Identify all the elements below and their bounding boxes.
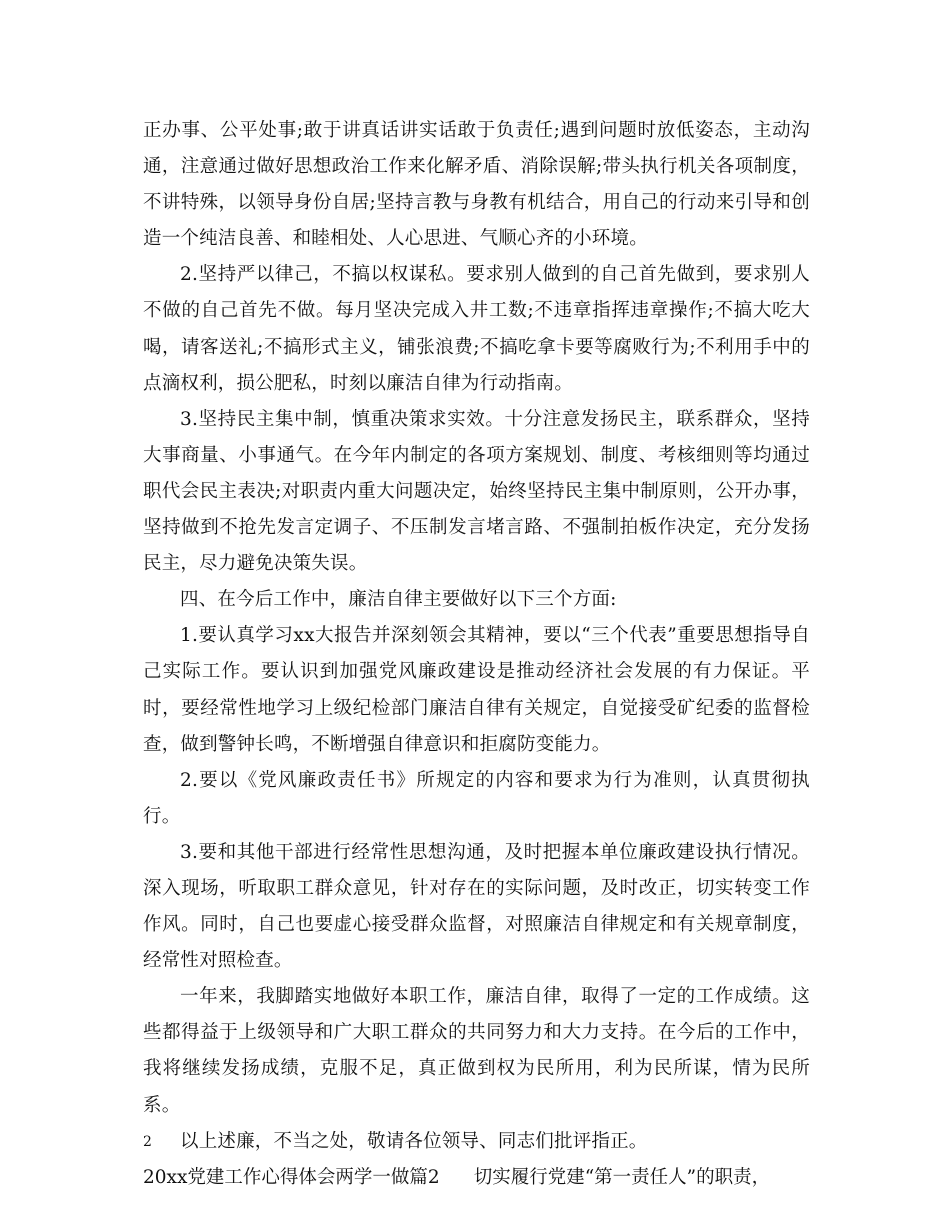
article-title-line xyxy=(143,1160,810,1196)
paragraph-future-item-3: 3.要和其他干部进行经常性思想沟通，及时把握本单位廉政建设执行情况。深入现场，听取职工群众意见，针对存在的实际问题，及时改正，切实转变工作作风。同时，自己也要虚心接受群众监督，对照廉洁自律规定和有关规章制度，经常性对照检查。 xyxy=(143,841,810,972)
page-number: 2 xyxy=(143,1134,152,1150)
document-body xyxy=(143,113,810,1196)
article-title: 20xx党建工作心得体会两学一做篇2 xyxy=(143,1166,440,1188)
paragraph-closing: 以上述廉，不当之处，敬请各位领导、同志们批评指正。 xyxy=(180,1130,648,1152)
section-heading-four: 四、在今后工作中，廉洁自律主要做好以下三个方面: xyxy=(180,589,617,611)
paragraph-item-3: 3.坚持民主集中制，慎重决策求实效。十分注意发扬民主，联系群众，坚持大事商量、小事通气。在今年内制定的各项方案规划、制度、考核细则等均通过职代会民主表决;对职责内重大问题决定，始终坚持民主集中制原则，公开办事，坚持做到不抢先发言定调子、不压制发言堵言路、不强制拍板作决定，充分发扬民主，尽力避免决策失误。 xyxy=(143,408,810,575)
paragraph-item-2: 2.坚持严以律己，不搞以权谋私。要求别人做到的自己首先做到，要求别人不做的自己首先不做。每月坚决完成入井工数;不违章指挥违章操作;不搞大吃大喝，请客送礼;不搞形式主义，铺张浪费;不搞吃拿卡要等腐败行为;不利用手中的点滴权利，损公肥私，时刻以廉洁自律为行动指南。 xyxy=(143,264,810,394)
paragraph-continuation: 正办事、公平处事;敢于讲真话讲实话敢于负责任;遇到问题时放低姿态，主动沟通，注意通过做好思想政治工作来化解矛盾、消除误解;带头执行机关各项制度，不讲特殊，以领导身份自居;坚持言教与身教有机结合，用自己的行动来引导和创造一个纯洁良善、和睦相处、人心思进、气顺心齐的小环境。 xyxy=(143,120,810,250)
paragraph-future-item-2: 2.要以《党风廉政责任书》所规定的内容和要求为行为准则，认真贯彻执行。 xyxy=(143,769,810,827)
paragraph-summary: 一年来，我脚踏实地做好本职工作，廉洁自律，取得了一定的工作成绩。这些都得益于上级领导和广大职工群众的共同努力和大力支持。在今后的工作中，我将继续发扬成绩，克服不足，真正做到权为民所用，利为民所谋，情为民所系。 xyxy=(143,986,810,1116)
article-first-line: 切实履行党建“第一责任人”的职责， xyxy=(473,1166,771,1188)
paragraph-future-item-1: 1.要认真学习xx大报告并深刻领会其精神，要以“三个代表”重要思想指导自己实际工作。要认识到加强党风廉政建设是推动经济社会发展的有力保证。平时，要经常性地学习上级纪检部门廉洁自律有关规定，自觉接受矿纪委的监督检查，做到警钟长鸣，不断增强自律意识和拒腐防变能力。 xyxy=(143,625,810,755)
